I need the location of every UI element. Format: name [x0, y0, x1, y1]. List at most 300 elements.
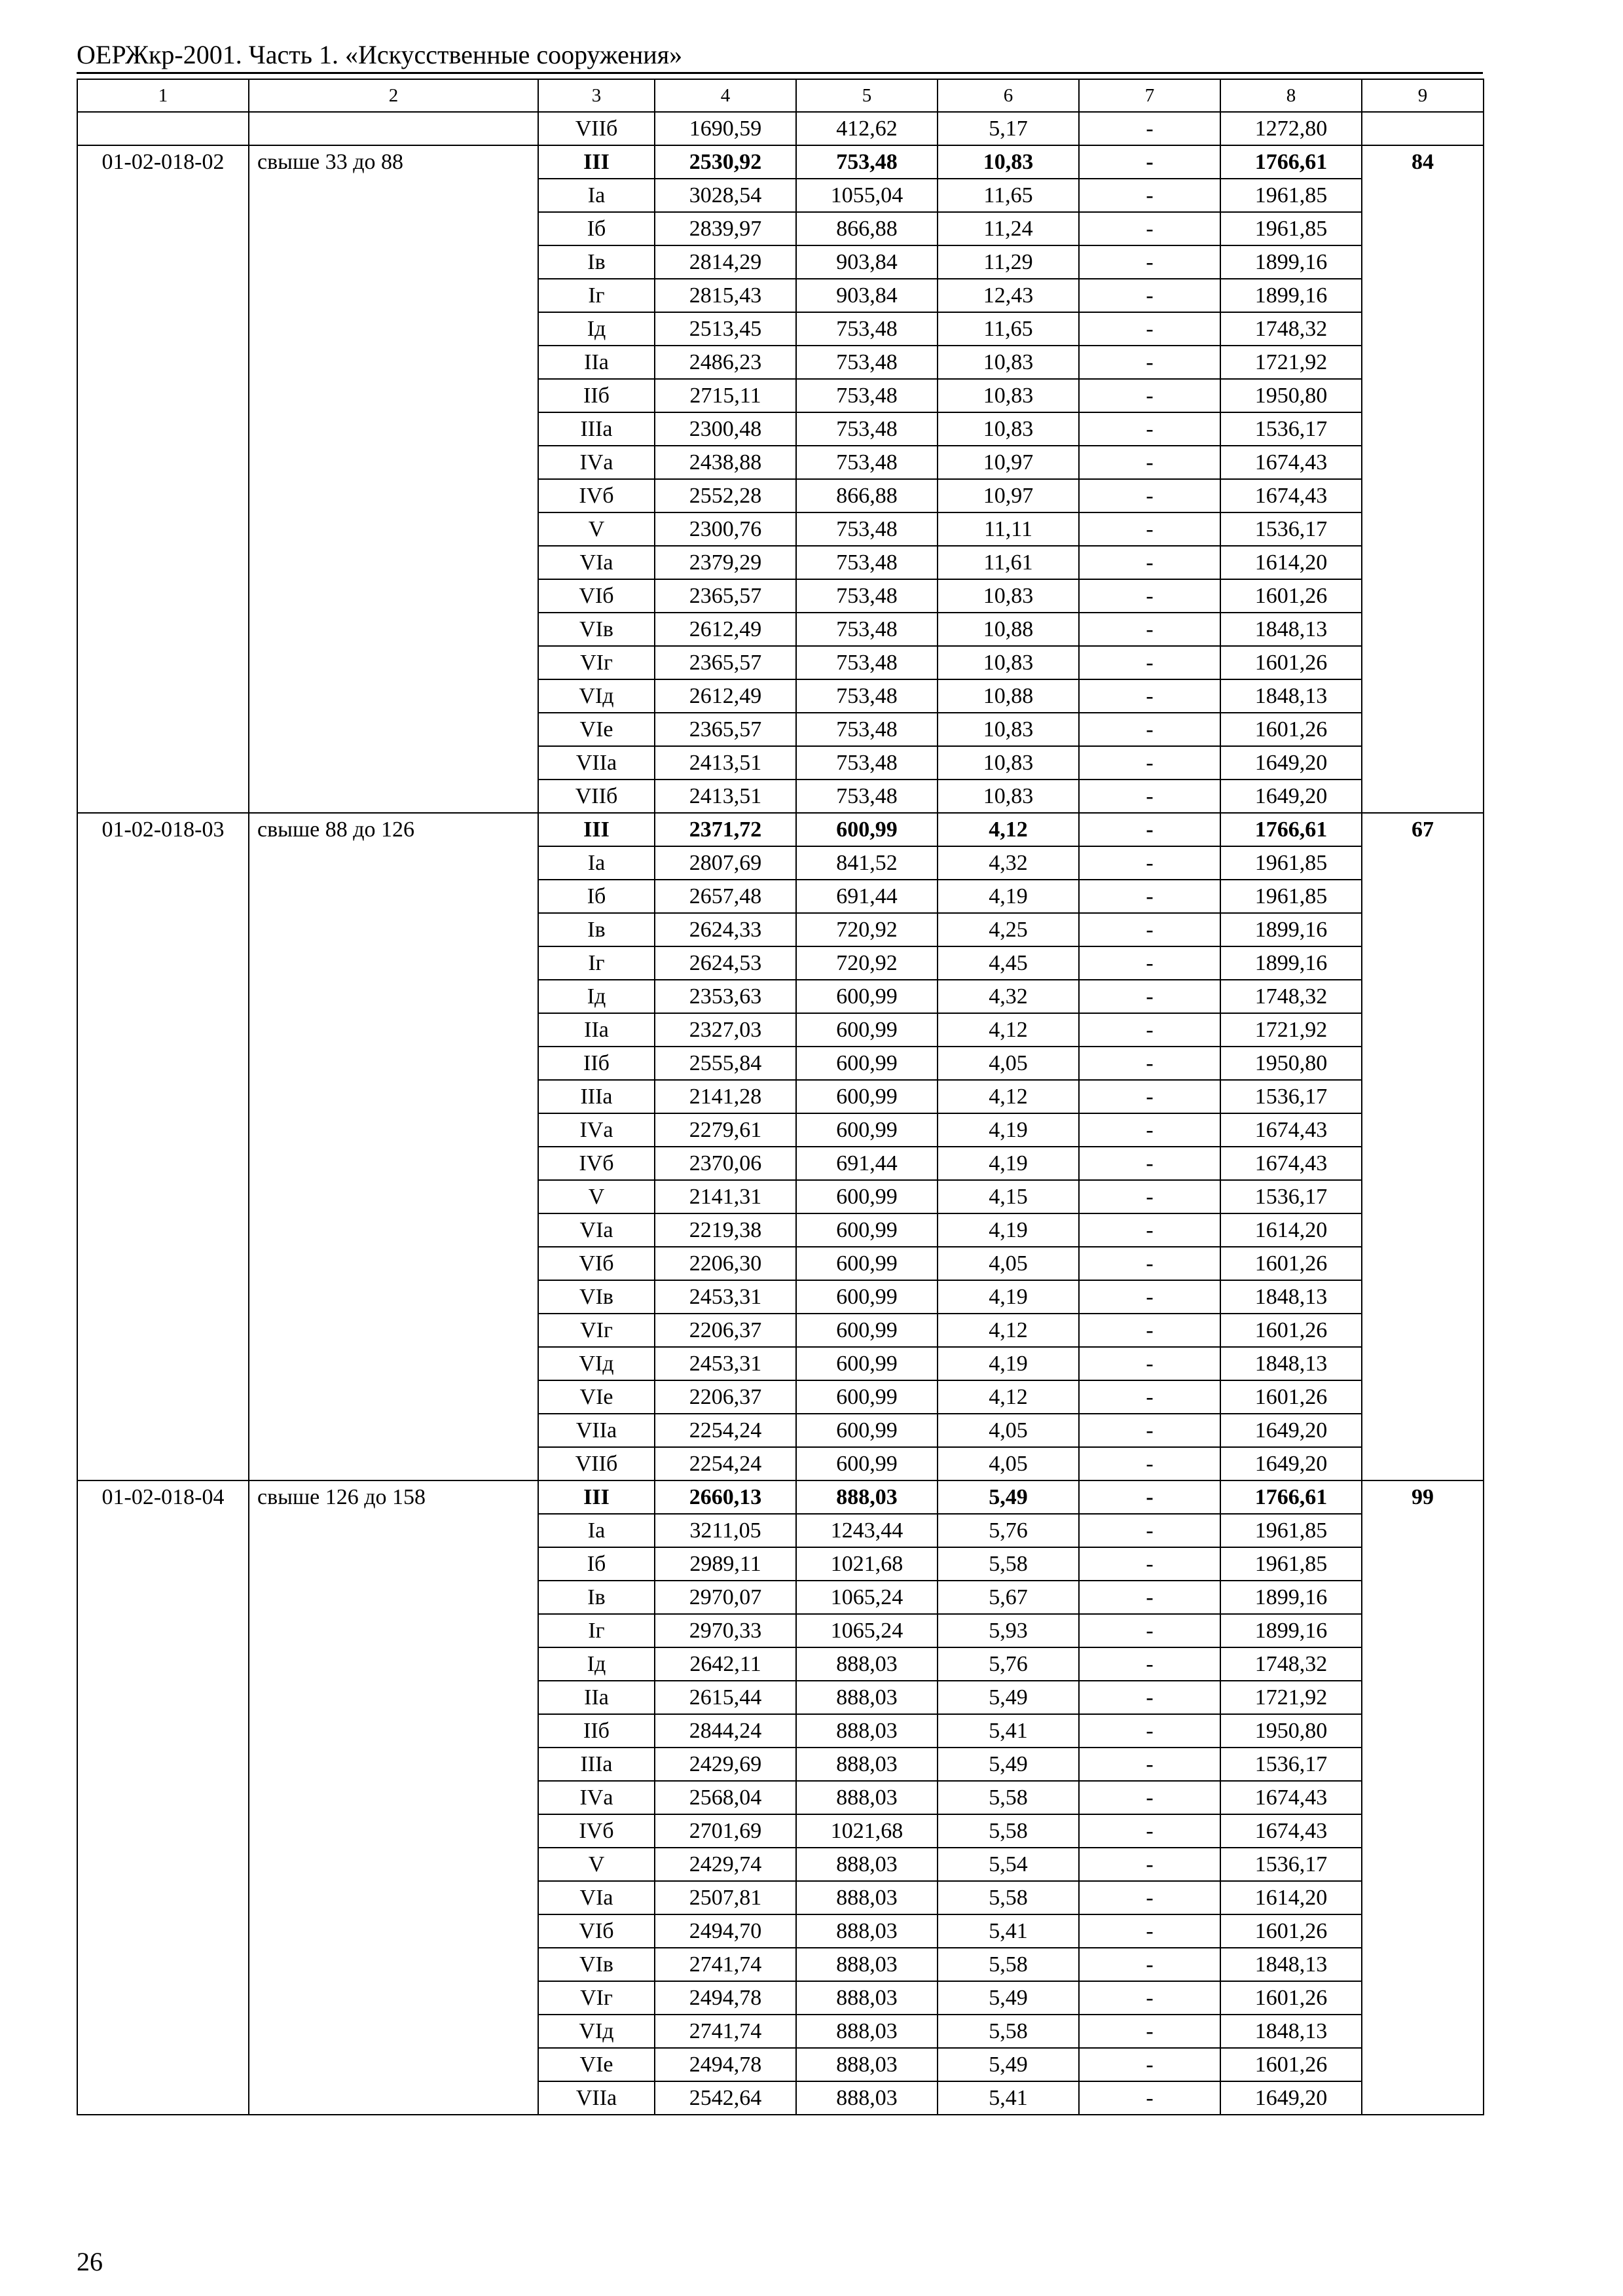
value-cell: - [1079, 2015, 1220, 2048]
value-cell: 1272,80 [1220, 112, 1362, 145]
value-cell: 5,58 [938, 1814, 1079, 1848]
value-cell: 3028,54 [655, 179, 796, 212]
value-cell: 5,76 [938, 1514, 1079, 1547]
column-number: 3 [538, 79, 655, 112]
value-cell: 4,05 [938, 1247, 1079, 1280]
value-cell: - [1079, 613, 1220, 646]
value-cell: 888,03 [796, 1647, 938, 1681]
continuation-row [77, 112, 1484, 145]
group-header-row [77, 1480, 1484, 1514]
value-cell: 1961,85 [1220, 846, 1362, 880]
value-cell: 1899,16 [1220, 279, 1362, 312]
header-rule [77, 72, 1483, 74]
zone-cell: Iа [538, 179, 655, 212]
value-cell: - [1079, 780, 1220, 813]
value-cell: 1674,43 [1220, 446, 1362, 479]
value-cell: 1614,20 [1220, 546, 1362, 579]
value-cell: 4,19 [938, 1213, 1079, 1247]
zone-cell: Iа [538, 1514, 655, 1547]
value-cell: 600,99 [796, 813, 938, 846]
zone-cell: IIIа [538, 1080, 655, 1113]
value-cell: 600,99 [796, 1347, 938, 1380]
value-cell: 1021,68 [796, 1547, 938, 1581]
value-cell: 10,97 [938, 479, 1079, 512]
value-cell: - [1079, 1647, 1220, 1681]
value-cell: - [1079, 1447, 1220, 1480]
zone-cell: Iб [538, 1547, 655, 1581]
value-cell: 1614,20 [1220, 1213, 1362, 1247]
zone-cell: IIа [538, 1013, 655, 1047]
value-cell: 753,48 [796, 613, 938, 646]
value-cell: - [1079, 1681, 1220, 1714]
value-cell: - [1079, 479, 1220, 512]
value-cell: - [1079, 279, 1220, 312]
zone-cell: VIд [538, 2015, 655, 2048]
value-cell: 10,88 [938, 613, 1079, 646]
value-cell: - [1079, 946, 1220, 980]
value-cell: - [1079, 179, 1220, 212]
zone-cell: VIIб [538, 780, 655, 813]
zone-cell: Iд [538, 980, 655, 1013]
value-cell: 600,99 [796, 1447, 938, 1480]
value-cell: 2552,28 [655, 479, 796, 512]
zone-cell: VIв [538, 1280, 655, 1314]
zone-cell: VIIб [538, 112, 655, 145]
zone-cell: VIд [538, 679, 655, 713]
zone-cell: V [538, 512, 655, 546]
value-cell: 753,48 [796, 579, 938, 613]
value-cell: 888,03 [796, 1681, 938, 1714]
value-cell: 600,99 [796, 1380, 938, 1414]
zone-cell: VIа [538, 546, 655, 579]
zone-cell: IIб [538, 1047, 655, 1080]
value-cell: - [1079, 1213, 1220, 1247]
value-cell: 1748,32 [1220, 1647, 1362, 1681]
value-cell: - [1079, 1514, 1220, 1547]
value-cell: 753,48 [796, 412, 938, 446]
value-cell: 888,03 [796, 2081, 938, 2115]
value-cell: 2254,24 [655, 1447, 796, 1480]
value-cell: 2701,69 [655, 1814, 796, 1848]
column-number: 9 [1362, 79, 1484, 112]
value-cell: 1649,20 [1220, 746, 1362, 780]
value-cell: 1848,13 [1220, 2015, 1362, 2048]
value-cell: 841,52 [796, 846, 938, 880]
value-cell: 1536,17 [1220, 1180, 1362, 1213]
zone-cell: Iг [538, 1614, 655, 1647]
value-cell: 1674,43 [1220, 1147, 1362, 1180]
value-cell: 2612,49 [655, 679, 796, 713]
zone-cell: Iв [538, 1581, 655, 1614]
value-cell: 2206,30 [655, 1247, 796, 1280]
value-cell: 5,49 [938, 2048, 1079, 2081]
value-cell: - [1079, 446, 1220, 479]
value-cell: 2379,29 [655, 546, 796, 579]
value-cell: 2141,28 [655, 1080, 796, 1113]
zone-cell: IVб [538, 1814, 655, 1848]
value-cell: 1601,26 [1220, 1981, 1362, 2015]
value-cell: 1848,13 [1220, 1347, 1362, 1380]
value-cell: - [1079, 1147, 1220, 1180]
value-cell: - [1079, 1748, 1220, 1781]
zone-cell: III [538, 813, 655, 846]
value-cell: - [1079, 1080, 1220, 1113]
value-cell: 1065,24 [796, 1614, 938, 1647]
zone-cell: III [538, 145, 655, 179]
value-cell: 903,84 [796, 279, 938, 312]
value-cell: 1243,44 [796, 1514, 938, 1547]
value-cell: 1674,43 [1220, 1113, 1362, 1147]
zone-cell: VIб [538, 1914, 655, 1948]
value-cell: 4,05 [938, 1447, 1079, 1480]
value-cell: 11,29 [938, 245, 1079, 279]
column-number: 6 [938, 79, 1079, 112]
value-cell: 2715,11 [655, 379, 796, 412]
value-cell: 1649,20 [1220, 1447, 1362, 1480]
value-cell: 600,99 [796, 1080, 938, 1113]
value-cell: 2970,33 [655, 1614, 796, 1647]
value-cell: - [1079, 1581, 1220, 1614]
value-cell: - [1079, 312, 1220, 346]
zone-cell: VIIа [538, 746, 655, 780]
value-cell: 753,48 [796, 145, 938, 179]
value-cell: - [1079, 145, 1220, 179]
zone-cell: IIа [538, 1681, 655, 1714]
zone-cell: Iб [538, 880, 655, 913]
column-number-row [77, 79, 1484, 112]
value-cell: - [1079, 1347, 1220, 1380]
value-cell: 2970,07 [655, 1581, 796, 1614]
value-cell: - [1079, 1414, 1220, 1447]
range-description: свыше 126 до 158 [249, 1480, 538, 2115]
value-cell: 1601,26 [1220, 2048, 1362, 2081]
resource-code: 01-02-018-04 [77, 1480, 249, 2115]
value-cell: 2254,24 [655, 1414, 796, 1447]
value-cell: 2300,48 [655, 412, 796, 446]
value-cell: 1766,61 [1220, 145, 1362, 179]
column-number: 5 [796, 79, 938, 112]
column-number: 1 [77, 79, 249, 112]
value-cell: 2624,33 [655, 913, 796, 946]
description-cell-empty [249, 112, 538, 145]
value-cell: 1766,61 [1220, 1480, 1362, 1514]
value-cell: 2815,43 [655, 279, 796, 312]
value-cell: 5,93 [938, 1614, 1079, 1647]
value-cell: 5,54 [938, 1848, 1079, 1881]
value-cell: 753,48 [796, 446, 938, 479]
value-cell: - [1079, 2081, 1220, 2115]
value-cell: 4,32 [938, 846, 1079, 880]
zone-cell: VIIб [538, 1447, 655, 1480]
value-cell: 1950,80 [1220, 379, 1362, 412]
zone-cell: Iг [538, 946, 655, 980]
value-cell: 720,92 [796, 946, 938, 980]
zone-cell: IVа [538, 446, 655, 479]
value-cell: 600,99 [796, 1213, 938, 1247]
value-cell: - [1079, 1380, 1220, 1414]
value-cell: - [1079, 1180, 1220, 1213]
range-description: свыше 88 до 126 [249, 813, 538, 1480]
value-cell: - [1079, 1814, 1220, 1848]
value-cell: - [1079, 1881, 1220, 1914]
value-cell: 2807,69 [655, 846, 796, 880]
value-cell: 1848,13 [1220, 1280, 1362, 1314]
value-cell: 2453,31 [655, 1347, 796, 1380]
value-cell: 5,58 [938, 1948, 1079, 1981]
value-cell: 2219,38 [655, 1213, 796, 1247]
zone-cell: VIIа [538, 1414, 655, 1447]
value-cell: - [1079, 813, 1220, 846]
value-cell: 3211,05 [655, 1514, 796, 1547]
zone-cell: VIг [538, 1981, 655, 2015]
value-cell: - [1079, 245, 1220, 279]
value-cell: - [1079, 1914, 1220, 1948]
value-cell: 5,41 [938, 2081, 1079, 2115]
value-cell: 10,83 [938, 579, 1079, 613]
zone-cell: VIе [538, 1380, 655, 1414]
value-cell: 1601,26 [1220, 1914, 1362, 1948]
value-cell: - [1079, 1314, 1220, 1347]
value-cell: 2206,37 [655, 1380, 796, 1414]
value-cell: - [1079, 2048, 1220, 2081]
value-cell: 2542,64 [655, 2081, 796, 2115]
value-cell: 903,84 [796, 245, 938, 279]
value-cell: - [1079, 546, 1220, 579]
value-cell: 2555,84 [655, 1047, 796, 1080]
value-cell: 2513,45 [655, 312, 796, 346]
zone-cell: VIе [538, 2048, 655, 2081]
value-cell: 600,99 [796, 1247, 938, 1280]
value-cell: 753,48 [796, 646, 938, 679]
value-cell: - [1079, 1013, 1220, 1047]
value-cell: 12,43 [938, 279, 1079, 312]
value-cell: 1721,92 [1220, 1013, 1362, 1047]
value-cell: 1021,68 [796, 1814, 938, 1848]
value-cell: 4,12 [938, 1080, 1079, 1113]
value-cell: 888,03 [796, 1981, 938, 2015]
value-cell: 4,45 [938, 946, 1079, 980]
group-header-row [77, 813, 1484, 846]
value-cell: 2844,24 [655, 1714, 796, 1748]
value-cell: 11,61 [938, 546, 1079, 579]
value-cell: 4,32 [938, 980, 1079, 1013]
value-cell: 866,88 [796, 479, 938, 512]
value-cell: 5,49 [938, 1480, 1079, 1514]
value-cell: 1961,85 [1220, 212, 1362, 245]
value-cell: 1721,92 [1220, 1681, 1362, 1714]
value-cell: 2530,92 [655, 145, 796, 179]
value-cell: - [1079, 746, 1220, 780]
zone-cell: Iв [538, 913, 655, 946]
value-cell: 1601,26 [1220, 1247, 1362, 1280]
value-cell: 2365,57 [655, 713, 796, 746]
value-cell: 4,19 [938, 1147, 1079, 1180]
code-cell-empty [77, 112, 249, 145]
value-cell: - [1079, 346, 1220, 379]
staff-value: 67 [1362, 813, 1484, 1480]
value-cell: 1674,43 [1220, 479, 1362, 512]
value-cell: 1950,80 [1220, 1714, 1362, 1748]
value-cell: 1649,20 [1220, 2081, 1362, 2115]
column-number: 2 [249, 79, 538, 112]
value-cell: 10,83 [938, 346, 1079, 379]
value-cell: 4,19 [938, 1280, 1079, 1314]
zone-cell: VIе [538, 713, 655, 746]
value-cell: 2494,70 [655, 1914, 796, 1948]
value-cell: 866,88 [796, 212, 938, 245]
value-cell: 1649,20 [1220, 780, 1362, 813]
value-cell: 1536,17 [1220, 1748, 1362, 1781]
value-cell: 2642,11 [655, 1647, 796, 1681]
page-header-title: ОЕРЖкр-2001. Часть 1. «Искусственные сооружения» [77, 40, 683, 69]
value-cell: - [1079, 1480, 1220, 1514]
zone-cell: III [538, 1480, 655, 1514]
zone-cell: IIб [538, 1714, 655, 1748]
value-cell: 600,99 [796, 1047, 938, 1080]
value-cell: 4,05 [938, 1414, 1079, 1447]
value-cell: 1674,43 [1220, 1814, 1362, 1848]
value-cell: 2657,48 [655, 880, 796, 913]
value-cell: 1601,26 [1220, 646, 1362, 679]
value-cell: 5,58 [938, 1547, 1079, 1581]
value-cell: 888,03 [796, 1881, 938, 1914]
value-cell: 11,65 [938, 312, 1079, 346]
value-cell: 1690,59 [655, 112, 796, 145]
value-cell: 753,48 [796, 780, 938, 813]
value-cell: 753,48 [796, 346, 938, 379]
zone-cell: VIIа [538, 2081, 655, 2115]
value-cell: 1899,16 [1220, 245, 1362, 279]
value-cell: 4,12 [938, 813, 1079, 846]
value-cell: - [1079, 913, 1220, 946]
value-cell: 2660,13 [655, 1480, 796, 1514]
value-cell: 1899,16 [1220, 946, 1362, 980]
value-cell: - [1079, 646, 1220, 679]
value-cell: 4,12 [938, 1013, 1079, 1047]
value-cell: 753,48 [796, 379, 938, 412]
zone-cell: VIа [538, 1881, 655, 1914]
value-cell: 4,12 [938, 1314, 1079, 1347]
value-cell: 888,03 [796, 2015, 938, 2048]
value-cell: 888,03 [796, 1480, 938, 1514]
value-cell: - [1079, 1714, 1220, 1748]
value-cell: 5,49 [938, 1981, 1079, 2015]
value-cell: 4,15 [938, 1180, 1079, 1213]
value-cell: 1961,85 [1220, 1514, 1362, 1547]
value-cell: 2413,51 [655, 780, 796, 813]
value-cell: 691,44 [796, 880, 938, 913]
value-cell: 600,99 [796, 1314, 938, 1347]
zone-cell: Iд [538, 312, 655, 346]
value-cell: 5,67 [938, 1581, 1079, 1614]
zone-cell: IIа [538, 346, 655, 379]
zone-cell: VIа [538, 1213, 655, 1247]
value-cell: 10,83 [938, 646, 1079, 679]
value-cell: 5,58 [938, 2015, 1079, 2048]
value-cell: - [1079, 379, 1220, 412]
zone-cell: Iа [538, 846, 655, 880]
value-cell: - [1079, 412, 1220, 446]
staff-value: 84 [1362, 145, 1484, 813]
zone-cell: IVа [538, 1781, 655, 1814]
value-cell: 1848,13 [1220, 613, 1362, 646]
value-cell: 2453,31 [655, 1280, 796, 1314]
page-number: 26 [77, 2247, 103, 2276]
value-cell: - [1079, 713, 1220, 746]
value-cell: 753,48 [796, 512, 938, 546]
zone-cell: IVб [538, 1147, 655, 1180]
value-cell: 5,49 [938, 1748, 1079, 1781]
value-cell: 888,03 [796, 1714, 938, 1748]
value-cell: 10,83 [938, 780, 1079, 813]
value-cell: - [1079, 1614, 1220, 1647]
value-cell: 1536,17 [1220, 1080, 1362, 1113]
value-cell: 888,03 [796, 1848, 938, 1881]
value-cell: 2612,49 [655, 613, 796, 646]
value-cell: - [1079, 980, 1220, 1013]
value-cell: 2494,78 [655, 2048, 796, 2081]
value-cell: 600,99 [796, 980, 938, 1013]
value-cell: 600,99 [796, 1414, 938, 1447]
value-cell: 5,17 [938, 112, 1079, 145]
value-cell: 11,11 [938, 512, 1079, 546]
value-cell: 10,83 [938, 412, 1079, 446]
value-cell: 5,41 [938, 1914, 1079, 1948]
value-cell: - [1079, 846, 1220, 880]
value-cell: 888,03 [796, 1914, 938, 1948]
value-cell: 10,83 [938, 746, 1079, 780]
value-cell: 2141,31 [655, 1180, 796, 1213]
resource-code: 01-02-018-02 [77, 145, 249, 813]
zone-cell: VIд [538, 1347, 655, 1380]
value-cell: 2279,61 [655, 1113, 796, 1147]
value-cell: 11,24 [938, 212, 1079, 245]
value-cell: 2365,57 [655, 579, 796, 613]
value-cell: - [1079, 1848, 1220, 1881]
value-cell: 2507,81 [655, 1881, 796, 1914]
value-cell: 1848,13 [1220, 679, 1362, 713]
value-cell: - [1079, 1280, 1220, 1314]
column-number: 8 [1220, 79, 1362, 112]
value-cell: - [1079, 679, 1220, 713]
value-cell: - [1079, 1981, 1220, 2015]
zone-cell: VIг [538, 1314, 655, 1347]
zone-cell: Iб [538, 212, 655, 245]
value-cell: - [1079, 1547, 1220, 1581]
zone-cell: V [538, 1848, 655, 1881]
value-cell: - [1079, 1781, 1220, 1814]
value-cell: 2741,74 [655, 2015, 796, 2048]
value-cell: 888,03 [796, 1948, 938, 1981]
value-cell: 1649,20 [1220, 1414, 1362, 1447]
value-cell: - [1079, 1113, 1220, 1147]
zone-cell: IIIа [538, 1748, 655, 1781]
value-cell: 600,99 [796, 1280, 938, 1314]
value-cell: 4,05 [938, 1047, 1079, 1080]
value-cell: 5,76 [938, 1647, 1079, 1681]
zone-cell: VIв [538, 1948, 655, 1981]
value-cell: 5,49 [938, 1681, 1079, 1714]
zone-cell: VIг [538, 646, 655, 679]
value-cell: 753,48 [796, 746, 938, 780]
staff-value: 99 [1362, 1480, 1484, 2115]
value-cell: 2624,53 [655, 946, 796, 980]
value-cell: 2300,76 [655, 512, 796, 546]
group-header-row [77, 145, 1484, 179]
value-cell: 10,88 [938, 679, 1079, 713]
zone-cell: IIIа [538, 412, 655, 446]
value-cell: - [1079, 1247, 1220, 1280]
